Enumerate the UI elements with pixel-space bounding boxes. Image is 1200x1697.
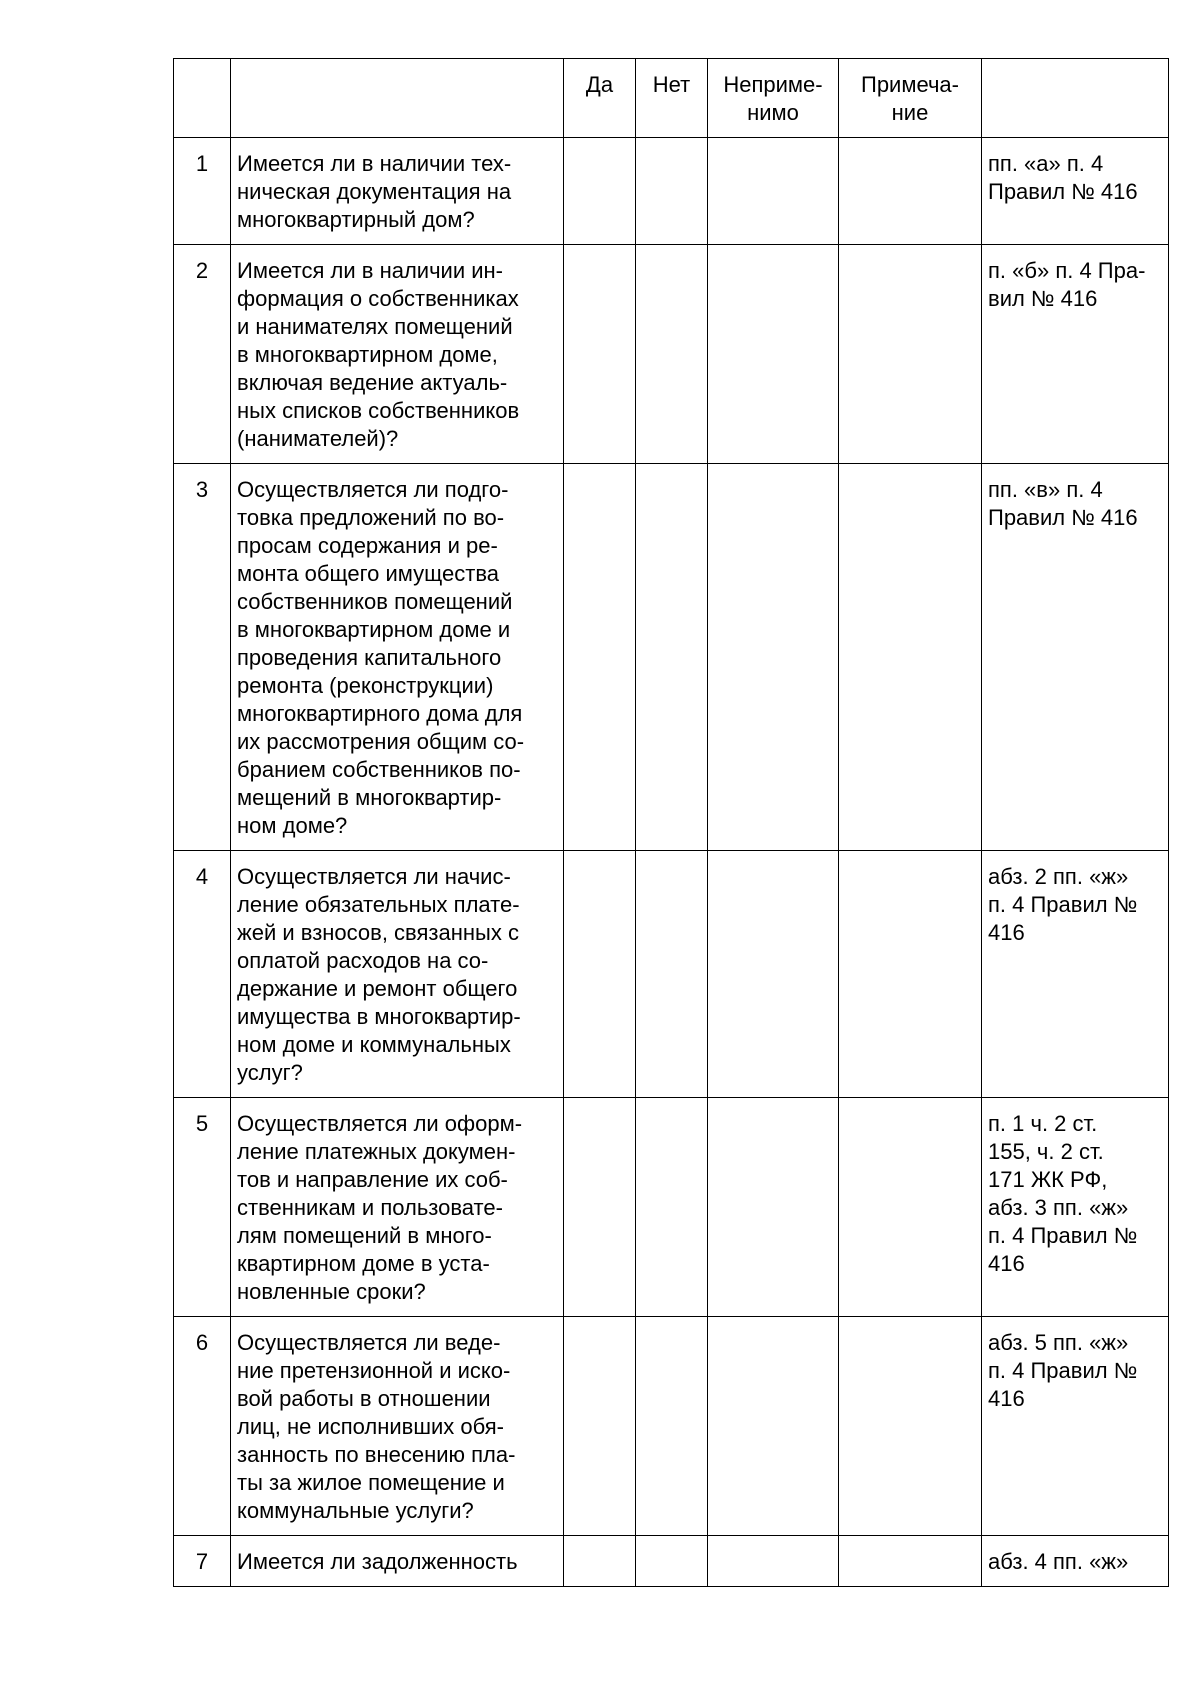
row-yes-cell[interactable] — [564, 1536, 636, 1587]
row-number: 6 — [174, 1317, 231, 1536]
row-no-cell[interactable] — [636, 1098, 708, 1317]
table-row — [174, 851, 1169, 1098]
row-reference: абз. 5 пп. «ж» п. 4 Правил № 416 — [982, 1317, 1169, 1536]
row-note-cell[interactable] — [839, 1317, 982, 1536]
row-reference: абз. 2 пп. «ж» п. 4 Правил № 416 — [982, 851, 1169, 1098]
header-note-cell: Примеча- ние — [839, 59, 982, 138]
row-question: Осуществляется ли веде- ние претензионной и иско- вой работы в отношении лиц, не исполнивших обя- занность по внесению пла- ты за жилое помещение и коммунальные услуги? — [231, 1317, 564, 1536]
table-row — [174, 138, 1169, 245]
header-number-cell — [174, 59, 231, 138]
row-not-applicable-cell[interactable] — [708, 1098, 839, 1317]
row-number: 2 — [174, 245, 231, 464]
row-yes-cell[interactable] — [564, 1098, 636, 1317]
row-question: Имеется ли в наличии тех- ническая документация на многоквартирный дом? — [231, 138, 564, 245]
table-row — [174, 1536, 1169, 1587]
row-question: Осуществляется ли подго- товка предложений по во- просам содержания и ре- монта общего имущества собственников помещений в многоквартирном доме и проведения капитального ремонта (реконструкции) многоквартирного дома для их рассмотрения общим со- бранием собственников по- мещений в многоквартир- ном доме? — [231, 464, 564, 851]
row-no-cell[interactable] — [636, 851, 708, 1098]
row-no-cell[interactable] — [636, 1536, 708, 1587]
table-row — [174, 1098, 1169, 1317]
row-note-cell[interactable] — [839, 138, 982, 245]
row-number: 1 — [174, 138, 231, 245]
header-question-cell — [231, 59, 564, 138]
table-header-row — [174, 59, 1169, 138]
row-yes-cell[interactable] — [564, 138, 636, 245]
row-no-cell[interactable] — [636, 245, 708, 464]
row-not-applicable-cell[interactable] — [708, 245, 839, 464]
row-yes-cell[interactable] — [564, 851, 636, 1098]
row-note-cell[interactable] — [839, 851, 982, 1098]
row-question: Осуществляется ли оформ- ление платежных докумен- тов и направление их соб- ственникам и пользовате- лям помещений в много- квартирном доме в уста- новленные сроки? — [231, 1098, 564, 1317]
checklist-table — [173, 58, 1169, 1587]
row-reference: пп. «а» п. 4 Правил № 416 — [982, 138, 1169, 245]
header-no-cell: Нет — [636, 59, 708, 138]
table-row — [174, 464, 1169, 851]
row-no-cell[interactable] — [636, 464, 708, 851]
row-yes-cell[interactable] — [564, 1317, 636, 1536]
row-reference: пп. «в» п. 4 Правил № 416 — [982, 464, 1169, 851]
row-reference: абз. 4 пп. «ж» — [982, 1536, 1169, 1587]
row-question: Осуществляется ли начис- ление обязательных плате- жей и взносов, связанных с оплатой расходов на со- держание и ремонт общего имущества в многоквартир- ном доме и коммунальных услуг? — [231, 851, 564, 1098]
row-not-applicable-cell[interactable] — [708, 138, 839, 245]
row-question: Имеется ли задолженность — [231, 1536, 564, 1587]
row-note-cell[interactable] — [839, 1536, 982, 1587]
row-number: 3 — [174, 464, 231, 851]
row-question: Имеется ли в наличии ин- формация о собственниках и нанимателях помещений в многоквартирном доме, включая ведение актуаль- ных списков собственников (нанимателей)? — [231, 245, 564, 464]
row-no-cell[interactable] — [636, 1317, 708, 1536]
row-number: 7 — [174, 1536, 231, 1587]
row-reference: п. «б» п. 4 Пра- вил № 416 — [982, 245, 1169, 464]
row-note-cell[interactable] — [839, 464, 982, 851]
row-note-cell[interactable] — [839, 245, 982, 464]
row-not-applicable-cell[interactable] — [708, 464, 839, 851]
row-reference: п. 1 ч. 2 ст. 155, ч. 2 ст. 171 ЖК РФ, абз. 3 пп. «ж» п. 4 Правил № 416 — [982, 1098, 1169, 1317]
table-row — [174, 1317, 1169, 1536]
row-number: 4 — [174, 851, 231, 1098]
header-not-applicable-cell: Неприме- нимо — [708, 59, 839, 138]
row-not-applicable-cell[interactable] — [708, 1317, 839, 1536]
header-reference-cell — [982, 59, 1169, 138]
row-not-applicable-cell[interactable] — [708, 851, 839, 1098]
table-row — [174, 245, 1169, 464]
row-note-cell[interactable] — [839, 1098, 982, 1317]
header-yes-cell: Да — [564, 59, 636, 138]
row-yes-cell[interactable] — [564, 245, 636, 464]
row-yes-cell[interactable] — [564, 464, 636, 851]
row-no-cell[interactable] — [636, 138, 708, 245]
row-not-applicable-cell[interactable] — [708, 1536, 839, 1587]
row-number: 5 — [174, 1098, 231, 1317]
